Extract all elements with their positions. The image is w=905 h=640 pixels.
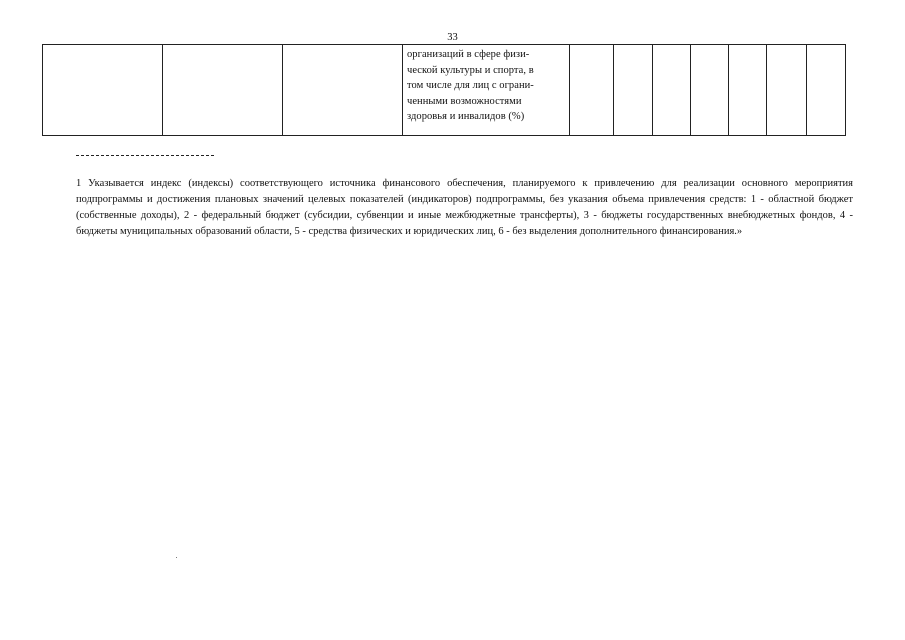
footnote-text: 1 Указывается индекс (индексы) соответствующего источника финансового обеспечения, планируемого к привлечению для реализации основного мероприятия подпрограммы и достижения плановых значений целевых показателей (индикаторов) подпрограммы, без указания объема привлечения средств: 1 - областной бюджет (собственные доходы), 2 - федеральный бюджет (субсидии, субвенции и иные межбюджетные трансферты), 3 - бюджеты государственных внебюджетных фондов, 4 - бюджеты муниципальных образований области, 5 - средства физических и юридических лиц, 6 - без выделения дополнительного финансирования.»: [76, 178, 853, 237]
table-cell-col10: [767, 45, 807, 136]
table-cell-col2: [163, 45, 283, 136]
table-cell-col3: [283, 45, 403, 136]
program-table: [42, 44, 846, 136]
scan-speck: [176, 557, 177, 558]
table-cell-col5: [570, 45, 614, 136]
page-number: 33: [447, 32, 458, 43]
table-cell-col6: [614, 45, 653, 136]
table-cell-col8: [691, 45, 729, 136]
table-cell-col11: [807, 45, 846, 136]
table-cell-col9: [729, 45, 767, 136]
table-cell-col7: [653, 45, 691, 136]
table-row: [43, 45, 846, 136]
footnote-separator-line: [76, 155, 214, 156]
table-cell-col1: [43, 45, 163, 136]
indicator-description-cell: организаций в сфере физи- ческой культуры и спорта, в том числе для лиц с ограни- ченными возможностями здоровья и инвалидов (%): [403, 45, 570, 136]
